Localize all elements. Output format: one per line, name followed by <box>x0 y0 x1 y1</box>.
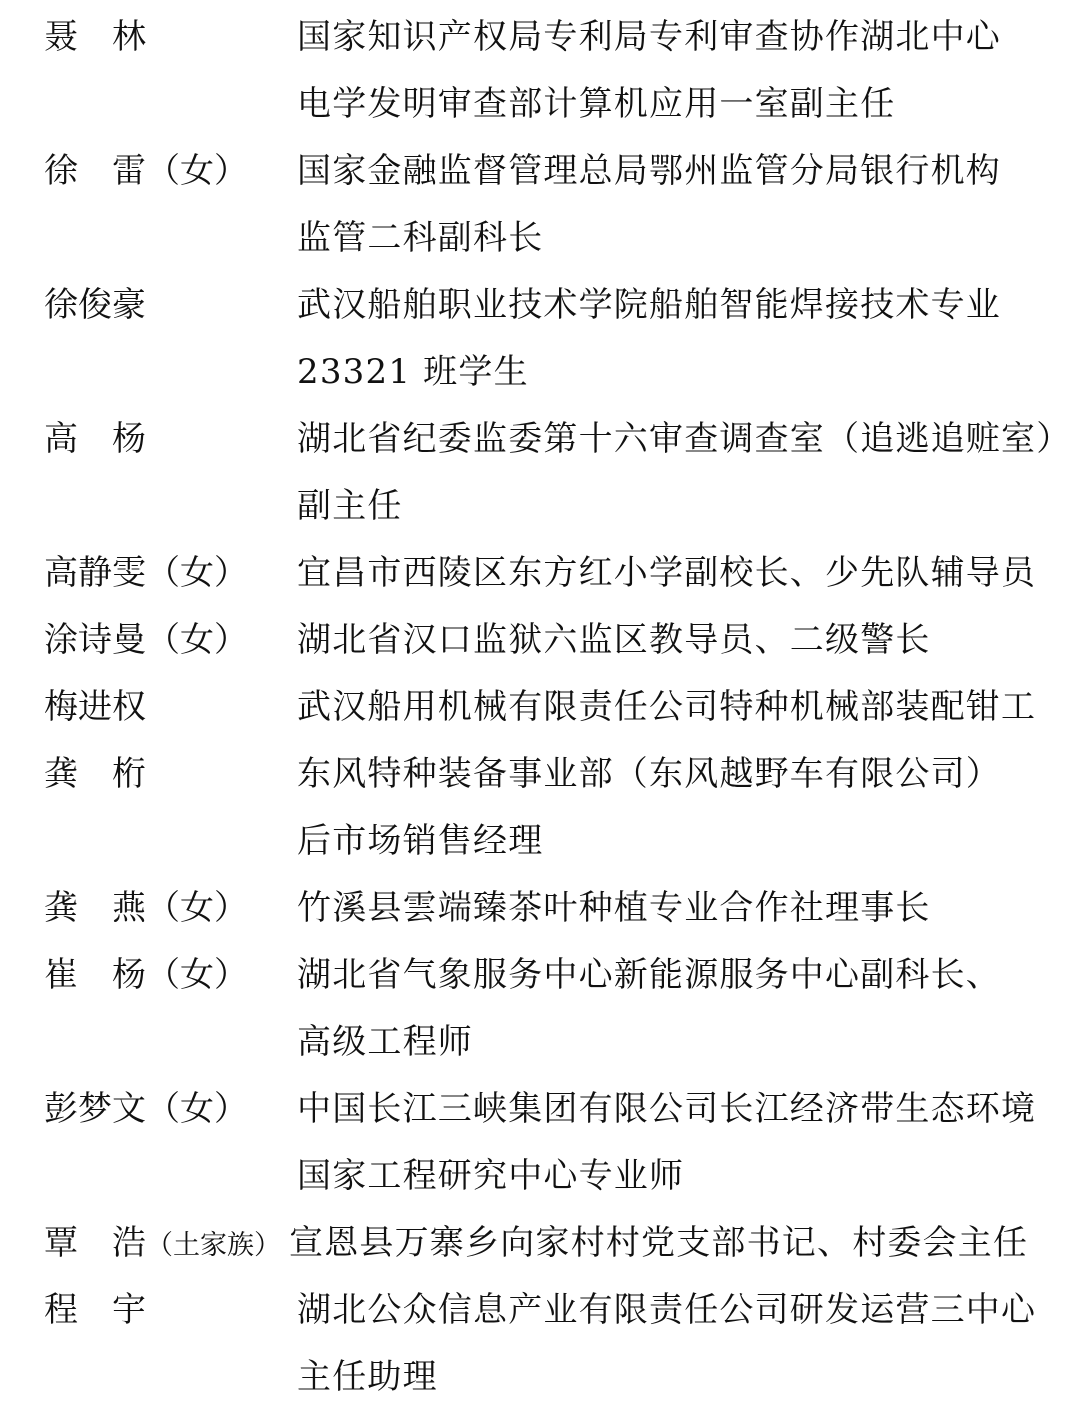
person-name: 彭梦文（女） <box>44 1089 248 1129</box>
position-line: 高级工程师 <box>297 1022 473 1062</box>
position-line: 武汉船用机械有限责任公司特种机械部装配钳工 <box>297 687 1037 727</box>
position-line: 湖北省气象服务中心新能源服务中心副科长、 <box>297 955 1001 995</box>
person-name <box>44 1223 281 1263</box>
position-line: 宜昌市西陵区东方红小学副校长、少先队辅导员 <box>297 553 1037 593</box>
position-line: 主任助理 <box>297 1357 438 1397</box>
person-name: 龚 桁 <box>44 754 146 794</box>
position-line: 湖北省纪委监委第十六审查调查室（追逃追赃室） <box>297 419 1072 459</box>
person-name: 涂诗曼（女） <box>44 620 248 660</box>
position-line: 宣恩县万寨乡向家村村党支部书记、村委会主任 <box>289 1223 1029 1263</box>
position-line: 国家知识产权局专利局专利审查协作湖北中心 <box>297 17 1001 57</box>
person-name: 高 杨 <box>44 419 146 459</box>
position-line: 竹溪县雲端臻茶叶种植专业合作社理事长 <box>297 888 931 928</box>
position-line: 国家金融监督管理总局鄂州监管分局银行机构 <box>297 151 1001 191</box>
person-name: 徐 雷（女） <box>44 151 248 191</box>
person-name: 高静雯（女） <box>44 553 248 593</box>
person-name: 梅进权 <box>44 687 146 727</box>
position-line: 湖北公众信息产业有限责任公司研发运营三中心 <box>297 1290 1037 1330</box>
position-line: 电学发明审查部计算机应用一室副主任 <box>297 84 896 124</box>
ethnicity-note: （土家族） <box>146 1230 281 1261</box>
position-line: 副主任 <box>297 486 403 526</box>
position-line: 后市场销售经理 <box>297 821 544 861</box>
position-line: 湖北省汉口监狱六监区教导员、二级警长 <box>297 620 931 660</box>
person-name: 徐俊豪 <box>44 285 146 325</box>
person-name: 崔 杨（女） <box>44 955 248 995</box>
position-line: 中国长江三峡集团有限公司长江经济带生态环境 <box>297 1089 1037 1129</box>
person-name: 龚 燕（女） <box>44 888 248 928</box>
position-line: 武汉船舶职业技术学院船舶智能焊接技术专业 <box>297 285 1001 325</box>
position-line: 东风特种装备事业部（东风越野车有限公司） <box>297 754 1001 794</box>
person-name-main: 覃 浩 <box>44 1223 146 1263</box>
position-line: 23321 班学生 <box>297 352 529 392</box>
position-line: 监管二科副科长 <box>297 218 544 258</box>
person-name: 聂 林 <box>44 17 146 57</box>
person-name: 程 宇 <box>44 1290 146 1330</box>
position-line: 国家工程研究中心专业师 <box>297 1156 685 1196</box>
